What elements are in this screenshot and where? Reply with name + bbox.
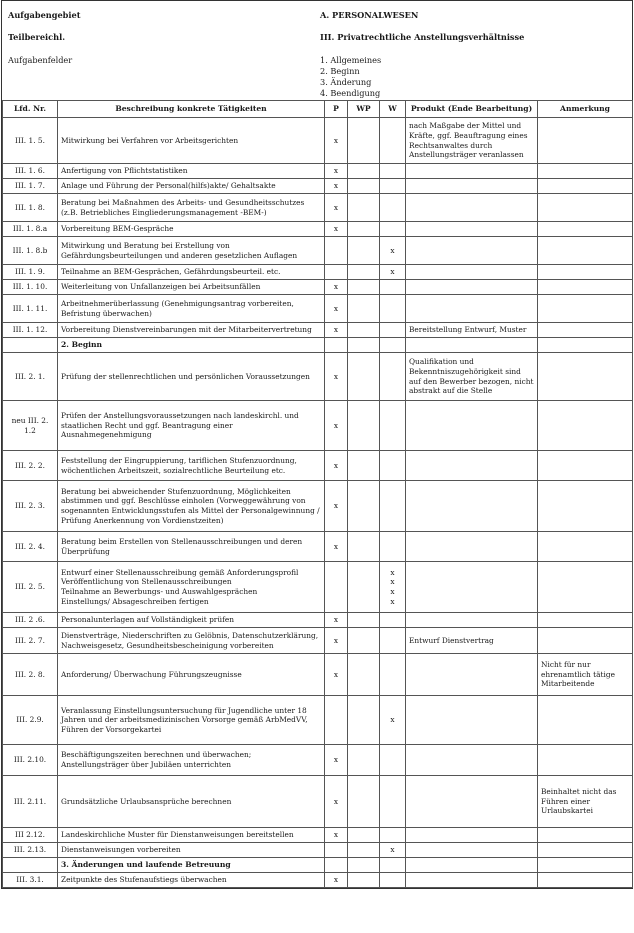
row-produkt — [406, 532, 538, 562]
w-mark-line: x — [390, 577, 395, 587]
row-produkt: Bereitstellung Entwurf, Muster — [406, 323, 538, 338]
row-wp-mark — [348, 323, 380, 338]
col-header-beschreibung: Beschreibung konkrete Tätigkeiten — [58, 101, 325, 118]
row-wp-mark — [348, 696, 380, 745]
row-anmerkung — [538, 613, 633, 628]
section-empty-cell — [348, 858, 380, 873]
row-w-mark — [380, 323, 406, 338]
row-w-mark — [380, 628, 406, 654]
row-produkt — [406, 222, 538, 237]
row-wp-mark — [348, 776, 380, 828]
table-header-row — [3, 101, 633, 118]
row-nr: III. 1. 8. — [3, 194, 58, 222]
table-row — [3, 194, 633, 222]
aufgabengebiet-value: A. PERSONALWESEN — [320, 10, 419, 20]
row-produkt — [406, 295, 538, 323]
table-row — [3, 745, 633, 776]
description-line: Entwurf einer Stellenausschreibung gemäß Anforderungsprofil — [61, 567, 299, 577]
row-description: Zeitpunkte des Stufenaufstiegs überwachen — [58, 873, 325, 888]
row-description: Arbeitnehmerüberlassung (Genehmigungsantrag vorbereiten, Befristung überwachen) — [58, 295, 325, 323]
row-nr: III. 1. 5. — [3, 118, 58, 164]
row-nr: III. 2 .6. — [3, 613, 58, 628]
table-row — [3, 776, 633, 828]
row-anmerkung: Beinhaltet nicht das Führen einer Urlaubskartei — [538, 776, 633, 828]
row-description: Weiterleitung von Unfallanzeigen bei Arbeitsunfällen — [58, 280, 325, 295]
section-empty-cell — [406, 338, 538, 353]
table-row — [3, 481, 633, 532]
row-p-mark: x — [325, 295, 348, 323]
row-p-mark: x — [325, 118, 348, 164]
row-p-mark: x — [325, 451, 348, 481]
row-anmerkung — [538, 451, 633, 481]
row-anmerkung — [538, 222, 633, 237]
row-p-mark: x — [325, 776, 348, 828]
row-wp-mark — [348, 164, 380, 179]
row-produkt: Entwurf Dienstvertrag — [406, 628, 538, 654]
row-produkt — [406, 237, 538, 265]
row-produkt — [406, 562, 538, 613]
section-title: 2. Beginn — [58, 338, 325, 353]
row-wp-mark — [348, 194, 380, 222]
row-description: Feststellung der Eingruppierung, tariflichen Stufenzuordnung, wöchentlichen Arbeitszeit, sozialrechtliche Beurteilung etc. — [58, 451, 325, 481]
table-row — [3, 696, 633, 745]
row-p-mark — [325, 696, 348, 745]
aufgabenfelder-list — [320, 55, 381, 99]
row-wp-mark — [348, 613, 380, 628]
description-line: Teilnahme an Bewerbungs- und Auswahlgesprächen — [61, 587, 258, 596]
row-wp-mark — [348, 532, 380, 562]
row-nr: III. 2.9. — [3, 696, 58, 745]
row-nr: III 2.12. — [3, 828, 58, 843]
col-header-anmerkung: Anmerkung — [538, 101, 633, 118]
row-wp-mark — [348, 654, 380, 696]
row-wp-mark — [348, 118, 380, 164]
row-nr: III. 2. 5. — [3, 562, 58, 613]
table-row — [3, 179, 633, 194]
row-nr: III. 1. 12. — [3, 323, 58, 338]
row-description — [58, 562, 325, 613]
row-produkt — [406, 451, 538, 481]
aufgabenfeld-item: 4. Beendigung — [320, 88, 381, 98]
row-p-mark: x — [325, 745, 348, 776]
aufgabenfeld-item: 1. Allgemeines — [320, 55, 382, 65]
row-p-mark: x — [325, 401, 348, 451]
table-row — [3, 401, 633, 451]
row-produkt — [406, 194, 538, 222]
row-description: Dienstanweisungen vorbereiten — [58, 843, 325, 858]
row-nr: III. 2. 2. — [3, 451, 58, 481]
aufgabenfeld-item: 3. Änderung — [320, 77, 372, 87]
row-p-mark: x — [325, 323, 348, 338]
row-wp-mark — [348, 353, 380, 401]
row-anmerkung — [538, 628, 633, 654]
row-anmerkung — [538, 179, 633, 194]
row-produkt — [406, 696, 538, 745]
table-body — [3, 118, 633, 888]
row-anmerkung — [538, 194, 633, 222]
row-anmerkung — [538, 401, 633, 451]
row-p-mark: x — [325, 532, 348, 562]
row-description: Beratung beim Erstellen von Stellenausschreibungen und deren Überprüfung — [58, 532, 325, 562]
section-nr-cell — [3, 338, 58, 353]
col-header-nr: Lfd. Nr. — [3, 101, 58, 118]
row-w-mark: x — [380, 237, 406, 265]
row-w-mark — [380, 118, 406, 164]
row-w-mark — [380, 745, 406, 776]
row-w-mark — [380, 532, 406, 562]
row-p-mark: x — [325, 481, 348, 532]
row-anmerkung — [538, 323, 633, 338]
row-produkt — [406, 265, 538, 280]
row-description: Prüfen der Anstellungsvoraussetzungen nach landeskirchl. und staatlichen Recht und ggf. Beantragung einer Ausnahmegenehmigung — [58, 401, 325, 451]
row-description: Mitwirkung bei Verfahren vor Arbeitsgerichten — [58, 118, 325, 164]
w-mark-line: x — [390, 587, 395, 596]
row-anmerkung — [538, 828, 633, 843]
col-header-wp: WP — [348, 101, 380, 118]
row-produkt: nach Maßgabe der Mittel und Kräfte, ggf. Beauftragung eines Rechtsanwaltes durch Anstellungsträger veranlassen — [406, 118, 538, 164]
row-p-mark: x — [325, 280, 348, 295]
row-w-mark: x — [380, 265, 406, 280]
table-row — [3, 295, 633, 323]
row-w-mark — [380, 222, 406, 237]
row-produkt — [406, 654, 538, 696]
row-nr: III. 1. 8.b — [3, 237, 58, 265]
row-wp-mark — [348, 745, 380, 776]
col-header-produkt: Produkt (Ende Bearbeitung) — [406, 101, 538, 118]
row-anmerkung — [538, 532, 633, 562]
section-empty-cell — [538, 338, 633, 353]
row-produkt — [406, 179, 538, 194]
row-description: Vorbereitung BEM-Gespräche — [58, 222, 325, 237]
row-p-mark: x — [325, 873, 348, 888]
table-row — [3, 873, 633, 888]
row-nr: III. 2. 3. — [3, 481, 58, 532]
row-p-mark: x — [325, 353, 348, 401]
row-wp-mark — [348, 179, 380, 194]
table-row — [3, 628, 633, 654]
row-description: Teilnahme an BEM-Gesprächen, Gefährdungsbeurteil. etc. — [58, 265, 325, 280]
row-description: Landeskirchliche Muster für Dienstanweisungen bereitstellen — [58, 828, 325, 843]
row-p-mark: x — [325, 222, 348, 237]
table-row — [3, 562, 633, 613]
row-nr: III. 1. 11. — [3, 295, 58, 323]
document-header — [2, 1, 632, 100]
row-w-mark: x — [380, 696, 406, 745]
row-description: Personalunterlagen auf Vollständigkeit prüfen — [58, 613, 325, 628]
row-wp-mark — [348, 628, 380, 654]
row-produkt — [406, 828, 538, 843]
row-wp-mark — [348, 222, 380, 237]
row-nr: III. 1. 10. — [3, 280, 58, 295]
row-w-mark — [380, 194, 406, 222]
row-w-mark — [380, 613, 406, 628]
w-mark-line: x — [390, 567, 395, 577]
row-description: Prüfung der stellenrechtlichen und persönlichen Voraussetzungen — [58, 353, 325, 401]
row-wp-mark — [348, 401, 380, 451]
section-title: 3. Änderungen und laufende Betreuung — [58, 858, 325, 873]
document-page — [1, 0, 633, 889]
row-nr: III. 2.11. — [3, 776, 58, 828]
row-nr: III. 1. 7. — [3, 179, 58, 194]
section-empty-cell — [406, 858, 538, 873]
col-header-p: P — [325, 101, 348, 118]
row-wp-mark — [348, 562, 380, 613]
section-empty-cell — [325, 858, 348, 873]
row-w-mark — [380, 179, 406, 194]
row-p-mark: x — [325, 194, 348, 222]
row-p-mark — [325, 265, 348, 280]
row-wp-mark — [348, 828, 380, 843]
row-anmerkung: Nicht für nur ehrenamtlich tätige Mitarbeitende — [538, 654, 633, 696]
row-w-mark — [380, 654, 406, 696]
table-row — [3, 451, 633, 481]
section-row — [3, 858, 633, 873]
row-anmerkung — [538, 118, 633, 164]
aufgabenfelder-label: Aufgabenfelder — [8, 55, 73, 65]
table-row — [3, 222, 633, 237]
row-anmerkung — [538, 481, 633, 532]
row-nr: III. 2. 4. — [3, 532, 58, 562]
row-anmerkung — [538, 696, 633, 745]
row-description: Dienstverträge, Niederschriften zu Gelöbnis, Datenschutzerklärung, Nachweisgesetz, Gesundheitsbescheinigung vorbereiten — [58, 628, 325, 654]
row-nr: III. 2.10. — [3, 745, 58, 776]
row-wp-mark — [348, 295, 380, 323]
row-produkt — [406, 843, 538, 858]
row-wp-mark — [348, 481, 380, 532]
row-w-mark — [380, 451, 406, 481]
row-produkt — [406, 776, 538, 828]
row-anmerkung — [538, 295, 633, 323]
row-anmerkung — [538, 562, 633, 613]
row-nr: neu III. 2. 1.2 — [3, 401, 58, 451]
row-produkt — [406, 745, 538, 776]
teilbereich-label: Teilbereichl. — [8, 32, 66, 42]
row-w-mark — [380, 295, 406, 323]
row-description: Mitwirkung und Beratung bei Erstellung von Gefährdungsbeurteilungen und anderen gesetzlichen Auflagen — [58, 237, 325, 265]
row-p-mark: x — [325, 828, 348, 843]
row-description: Anlage und Führung der Personal(hilfs)akte/ Gehaltsakte — [58, 179, 325, 194]
description-line: Einstellungs/ Absageschreiben fertigen — [61, 596, 209, 606]
table-row — [3, 323, 633, 338]
table-row — [3, 532, 633, 562]
section-empty-cell — [380, 858, 406, 873]
table-row — [3, 613, 633, 628]
row-nr: III. 2.13. — [3, 843, 58, 858]
row-produkt — [406, 401, 538, 451]
row-wp-mark — [348, 280, 380, 295]
task-table — [2, 100, 633, 888]
row-anmerkung — [538, 164, 633, 179]
row-wp-mark — [348, 873, 380, 888]
row-nr: III. 1. 9. — [3, 265, 58, 280]
row-anmerkung — [538, 353, 633, 401]
row-anmerkung — [538, 280, 633, 295]
row-produkt — [406, 481, 538, 532]
row-p-mark: x — [325, 628, 348, 654]
teilbereich-value: III. Privatrechtliche Anstellungsverhältnisse — [320, 32, 525, 42]
row-produkt — [406, 280, 538, 295]
row-w-mark — [380, 280, 406, 295]
row-p-mark — [325, 237, 348, 265]
aufgabengebiet-label: Aufgabengebiet — [8, 10, 81, 20]
row-description: Veranlassung Einstellungsuntersuchung für Jugendliche unter 18 Jahren und der arbeitsmedizinischen Vorsorge gemäß ArbMedVV, Führen der Vorsorgekartei — [58, 696, 325, 745]
row-nr: III. 1. 6. — [3, 164, 58, 179]
section-empty-cell — [325, 338, 348, 353]
row-description: Grundsätzliche Urlaubsansprüche berechnen — [58, 776, 325, 828]
row-nr: III. 3.1. — [3, 873, 58, 888]
row-p-mark: x — [325, 179, 348, 194]
row-anmerkung — [538, 873, 633, 888]
w-mark-line: x — [390, 596, 395, 606]
row-anmerkung — [538, 237, 633, 265]
row-nr: III. 1. 8.a — [3, 222, 58, 237]
row-p-mark: x — [325, 654, 348, 696]
row-anmerkung — [538, 843, 633, 858]
row-w-mark: x — [380, 843, 406, 858]
row-produkt — [406, 873, 538, 888]
row-w-mark — [380, 828, 406, 843]
row-produkt — [406, 613, 538, 628]
row-nr: III. 2. 8. — [3, 654, 58, 696]
table-row — [3, 828, 633, 843]
section-row — [3, 338, 633, 353]
row-description: Vorbereitung Dienstvereinbarungen mit der Mitarbeitervertretung — [58, 323, 325, 338]
table-row — [3, 353, 633, 401]
table-row — [3, 280, 633, 295]
table-row — [3, 654, 633, 696]
row-p-mark — [325, 843, 348, 858]
row-wp-mark — [348, 237, 380, 265]
col-header-w: W — [380, 101, 406, 118]
row-description: Anforderung/ Überwachung Führungszeugnisse — [58, 654, 325, 696]
aufgabenfeld-item: 2. Beginn — [320, 66, 360, 76]
row-wp-mark — [348, 265, 380, 280]
row-p-mark — [325, 562, 348, 613]
row-anmerkung — [538, 745, 633, 776]
row-w-mark — [380, 873, 406, 888]
row-wp-mark — [348, 843, 380, 858]
section-empty-cell — [380, 338, 406, 353]
description-line: Veröffentlichung von Stellenausschreibungen — [61, 577, 232, 587]
row-produkt: Qualifikation und Bekenntniszugehörigkeit sind auf den Bewerber bezogen, nicht abstrakt auf die Stelle — [406, 353, 538, 401]
row-anmerkung — [538, 265, 633, 280]
section-nr-cell — [3, 858, 58, 873]
row-nr: III. 2. 7. — [3, 628, 58, 654]
row-w-mark — [380, 353, 406, 401]
row-nr: III. 2. 1. — [3, 353, 58, 401]
row-p-mark: x — [325, 613, 348, 628]
row-w-mark — [380, 776, 406, 828]
row-p-mark: x — [325, 164, 348, 179]
table-row — [3, 118, 633, 164]
row-w-mark — [380, 562, 406, 613]
row-description: Anfertigung von Pflichtstatistiken — [58, 164, 325, 179]
table-row — [3, 237, 633, 265]
section-empty-cell — [538, 858, 633, 873]
row-produkt — [406, 164, 538, 179]
row-description: Beratung bei abweichender Stufenzuordnung, Möglichkeiten abstimmen und ggf. Beschlüsse einholen (Vorweggewährung von sogenannten Entwicklungsstufen als Mittel der Personalgewinnung / Prüfung Anerkennung von Vordienstzeiten) — [58, 481, 325, 532]
row-description: Beratung bei Maßnahmen des Arbeits- und Gesundheitsschutzes (z.B. Betriebliches Eingliederungsmanagement -BEM-) — [58, 194, 325, 222]
row-wp-mark — [348, 451, 380, 481]
row-w-mark — [380, 481, 406, 532]
row-description: Beschäftigungszeiten berechnen und überwachen; Anstellungsträger über Jubiläen unterrichten — [58, 745, 325, 776]
table-row — [3, 843, 633, 858]
row-w-mark — [380, 164, 406, 179]
row-w-mark — [380, 401, 406, 451]
table-row — [3, 265, 633, 280]
section-empty-cell — [348, 338, 380, 353]
table-row — [3, 164, 633, 179]
